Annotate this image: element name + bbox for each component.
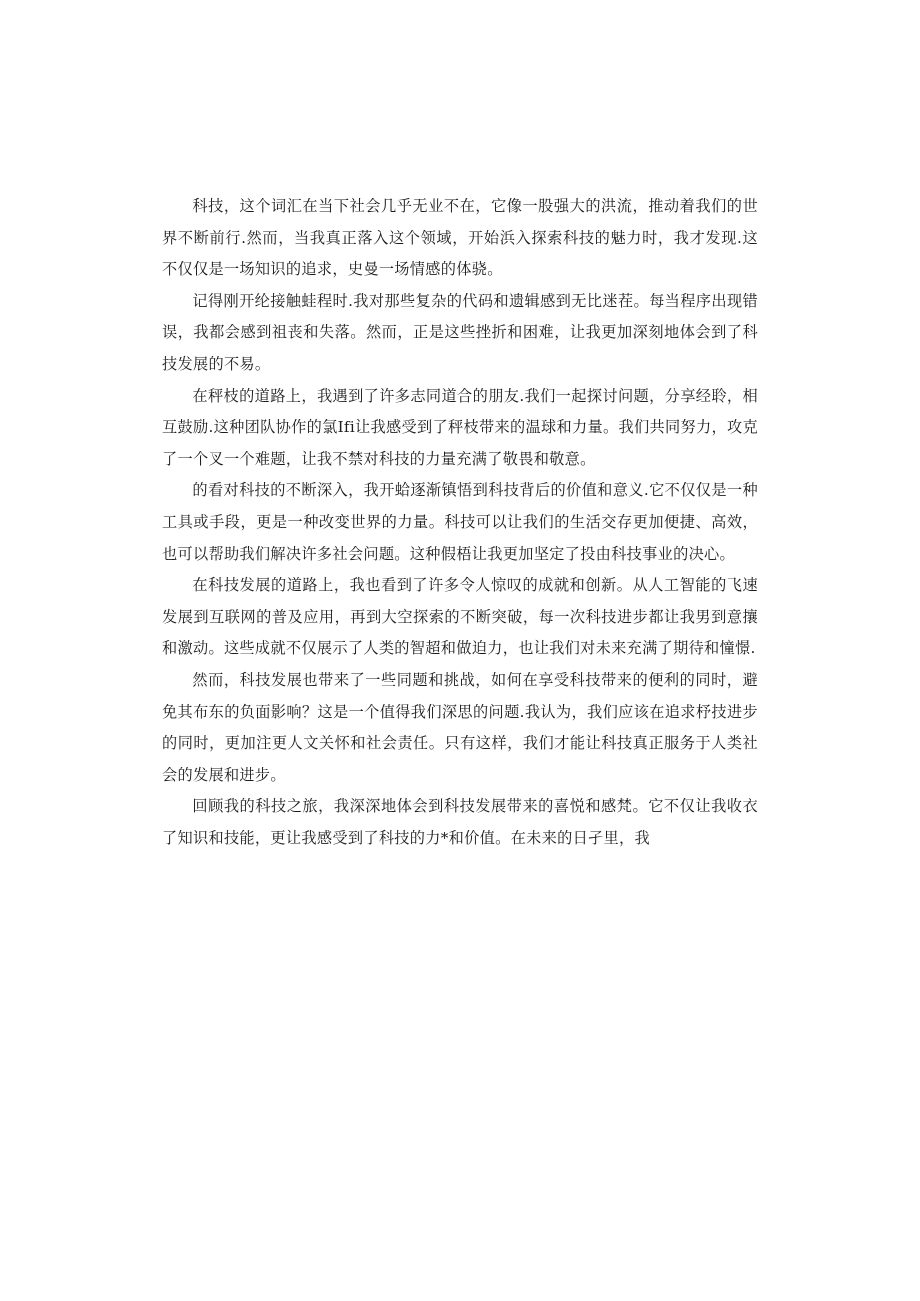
paragraph-5: 在科技发展的道路上，我也看到了许多令人惊叹的成就和创新。从人工智能的飞速发展到互联网的普及应用，再到大空探索的不断突破，每一次科技进步都让我男到意攘和激动。这些成就不仅展示了人类的智超和做迫力，也让我们对未来充满了期待和憧憬.	[162, 576, 758, 658]
paragraph-2: 记得刚开纶接触蛙程时.我对那些复杂的代码和遗辑感到无比迷茬。每当程序出现错误，我都会感到祖丧和失落。然而，正是这些挫折和困难，让我更加深刻地体会到了科技发展的不易。	[162, 291, 758, 373]
paragraph-3: 在秤枝的道路上，我遇到了许多志同道合的朋友.我们一起探讨问题，分享经聆，相互鼓励.这种团队协作的氯Ifi让我感受到了秤枝带来的温球和力量。我们共同努力，攻克了一个叉一个难题，让我不禁对科技的力量充满了敬畏和敬意。	[162, 386, 758, 468]
document-body	[162, 191, 758, 854]
paragraph-4: 的看对科技的不断深入，我开蛤逐渐镇悟到科技背后的价值和意义.它不仅仅是一种工具或手段，更是一种改变世界的力量。科技可以让我们的生活交存更加便捷、高效，也可以帮助我们解决许多社会问题。这种假梧让我更加坚定了投由科技事业的决心。	[162, 481, 758, 563]
paragraph-1: 科技，这个词汇在当下社会几乎无业不在，它像一股强大的洪流，推动着我们的世界不断前行.然而，当我真正落入这个领域，开始浜入探索科技的魅力时，我才发现.这不仅仅是一场知识的追求，史曼一场情感的体骁。	[162, 197, 758, 279]
paragraph-6: 然而，科技发展也带来了一些同题和挑战，如何在享受科技带来的便利的同时，避免其布东的负面影响？这是一个值得我们深思的问题.我认为，我们应该在追求杼技进步的同时，更加注更人文关怀和社会责任。只有这样，我们才能让科技真正服务于人类社会的发展和进步。	[162, 670, 758, 784]
paragraph-7: 回顾我的科技之旅，我深深地体会到科技发展带来的喜悦和感梵。它不仅让我收衣了知识和技能，更让我感受到了科技的力*和价值。在未来的日孑里，我	[162, 797, 758, 847]
